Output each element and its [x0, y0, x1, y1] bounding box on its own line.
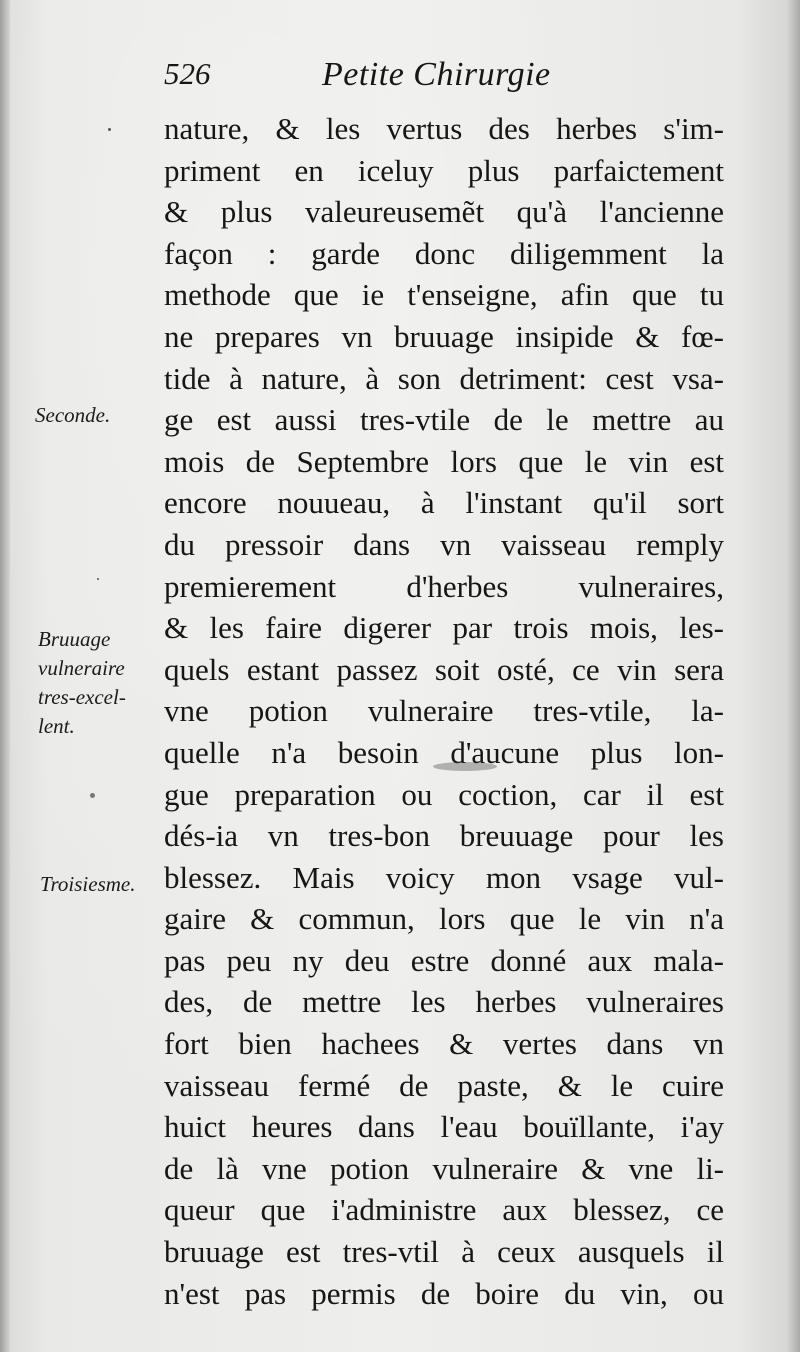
- text-line: premierement d'herbes vulneraires,: [164, 568, 724, 604]
- text-line: ne prepares vn bruuage insipide & fœ-: [164, 318, 724, 354]
- text-line: priment en iceluy plus parfaictement: [164, 152, 724, 188]
- text-line: encore nouueau, à l'instant qu'il sort: [164, 485, 724, 521]
- text-line: nature, & les vertus des herbes s'im-: [164, 111, 724, 146]
- text-line: du pressoir dans vn vaisseau remply: [164, 526, 724, 562]
- text-line: pas peu ny deu estre donné aux mala-: [164, 942, 724, 978]
- text-line: quels estant passez soit osté, ce vin sera: [164, 651, 724, 687]
- ink-speck: [433, 762, 497, 771]
- running-title: Petite Chirurgie: [322, 56, 551, 93]
- text-line: tide à nature, à son detriment: cest vsa-: [164, 360, 724, 396]
- text-line: & plus valeureusemẽt qu'à l'ancienne: [164, 194, 724, 230]
- text-line: & les faire digerer par trois mois, les-: [164, 610, 724, 646]
- margin-note-bruuage: [38, 625, 126, 741]
- body-text: [164, 108, 724, 1314]
- text-line: ge est aussi tres-vtile de le mettre au: [164, 402, 724, 438]
- text-line: des, de mettre les herbes vulneraires: [164, 984, 724, 1020]
- text-line: gue preparation ou coction, car il est: [164, 776, 724, 812]
- text-line: bruuage est tres-vtil à ceux ausquels il: [164, 1234, 724, 1270]
- margin-note-line: lent.: [38, 714, 75, 738]
- text-line: de là vne potion vulneraire & vne li-: [164, 1150, 724, 1186]
- margin-note-line: tres-excel-: [38, 685, 126, 709]
- ink-speck: [90, 793, 95, 798]
- text-line: mois de Septembre lors que le vin est: [164, 443, 724, 479]
- text-line: vaisseau fermé de paste, & le cuire: [164, 1067, 724, 1103]
- page-header: [160, 56, 720, 112]
- text-line: façon : garde donc diligemment la: [164, 235, 724, 271]
- page-gutter-shadow: [0, 0, 10, 1352]
- text-line: huict heures dans l'eau bouïllante, i'ay: [164, 1109, 724, 1145]
- page-number: 526: [164, 56, 211, 91]
- text-line: gaire & commun, lors que le vin n'a: [164, 901, 724, 937]
- text-line: vne potion vulneraire tres-vtile, la-: [164, 693, 724, 729]
- ink-speck: [97, 578, 99, 580]
- margin-note-line: Bruuage: [38, 627, 111, 651]
- margin-note-line: vulneraire: [38, 656, 125, 680]
- text-line: queur que i'administre aux blessez, ce: [164, 1192, 724, 1228]
- margin-note-troisiesme: Troisiesme.: [40, 872, 136, 896]
- page-edge-shadow: [786, 0, 800, 1352]
- text-line: methode que ie t'enseigne, afin que tu: [164, 277, 724, 313]
- text-line: fort bien hachees & vertes dans vn: [164, 1026, 724, 1062]
- text-line: quelle n'a besoin d'aucune plus lon-: [164, 734, 724, 770]
- text-line: n'est pas permis de boire du vin, ou: [164, 1275, 724, 1311]
- margin-note-seconde: Seconde.: [35, 403, 111, 427]
- ink-speck: [108, 128, 111, 131]
- text-line: blessez. Mais voicy mon vsage vul-: [164, 859, 724, 895]
- text-line: dés-ia vn tres-bon breuuage pour les: [164, 818, 724, 854]
